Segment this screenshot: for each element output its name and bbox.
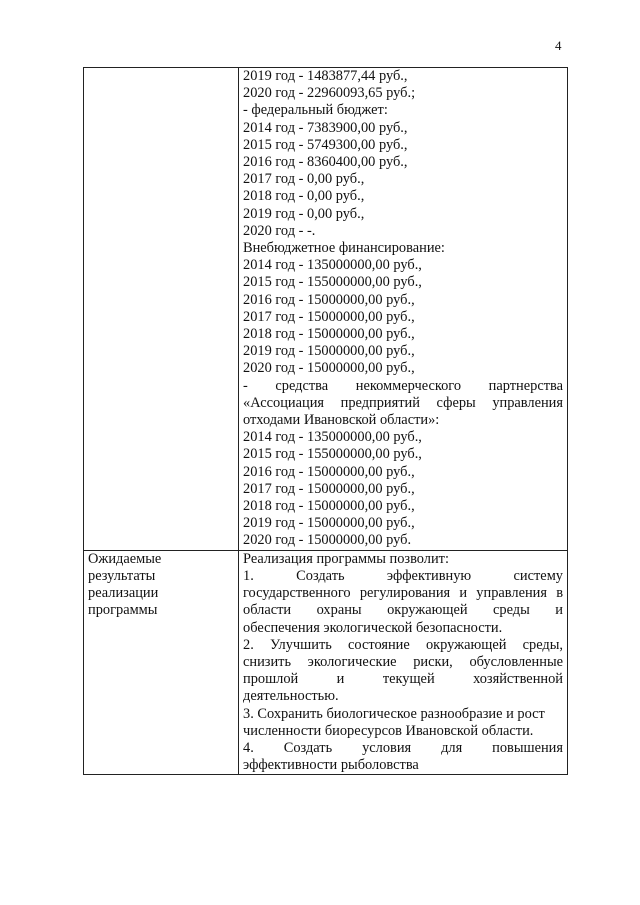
financing-heading: - федеральный бюджет: bbox=[243, 102, 388, 119]
table-row-expected-results bbox=[84, 550, 568, 775]
financing-line: 2016 год - 8360400,00 руб., bbox=[243, 154, 408, 171]
partnership-heading-line: отходами Ивановской области»: bbox=[243, 412, 440, 429]
program-passport-table bbox=[83, 67, 568, 775]
result-item-line: государственного регулирования и управления в bbox=[243, 585, 563, 602]
result-item-line: 3. Сохранить биологическое разнообразие и рост bbox=[243, 705, 545, 722]
financing-line: 2014 год - 7383900,00 руб., bbox=[243, 119, 408, 136]
results-intro: Реализация программы позволит: bbox=[243, 550, 449, 567]
financing-content bbox=[239, 68, 568, 551]
result-item-line: 2. Улучшить состояние окружающей среды, bbox=[243, 636, 563, 653]
row-label-expected-results bbox=[84, 550, 239, 775]
financing-line: 2020 год - -. bbox=[243, 222, 316, 239]
financing-line: 2019 год - 15000000,00 руб., bbox=[243, 343, 415, 360]
result-item-line: прошлой и текущей хозяйственной bbox=[243, 671, 563, 688]
partnership-heading-line: «Ассоциация предприятий сферы управления bbox=[243, 394, 563, 411]
financing-line: 2019 год - 0,00 руб., bbox=[243, 205, 365, 222]
result-item-line: эффективности рыболовства bbox=[243, 757, 419, 774]
result-item-line: 1. Создать эффективную систему bbox=[243, 567, 563, 584]
page-number: 4 bbox=[555, 38, 562, 53]
financing-line: 2017 год - 0,00 руб., bbox=[243, 171, 365, 188]
financing-line: 2017 год - 15000000,00 руб., bbox=[243, 308, 415, 325]
financing-line: 2015 год - 5749300,00 руб., bbox=[243, 136, 408, 153]
partnership-heading-line: - средства некоммерческого партнерства bbox=[243, 377, 563, 394]
financing-line: 2020 год - 15000000,00 руб., bbox=[243, 360, 415, 377]
financing-line: 2018 год - 15000000,00 руб., bbox=[243, 326, 415, 343]
row-label-line: Ожидаемые bbox=[88, 550, 162, 567]
result-item-line: деятельностью. bbox=[243, 688, 339, 705]
result-item-line: 4. Создать условия для повышения bbox=[243, 739, 563, 756]
financing-heading: Внебюджетное финансирование: bbox=[243, 240, 445, 257]
result-item-line: обеспечения экологической безопасности. bbox=[243, 619, 503, 636]
financing-line: 2016 год - 15000000,00 руб., bbox=[243, 291, 415, 308]
financing-line: 2016 год - 15000000,00 руб., bbox=[243, 463, 415, 480]
row-label-financing bbox=[84, 68, 239, 551]
result-item-line: численности биоресурсов Ивановской области. bbox=[243, 722, 534, 739]
result-item-line: снизить экологические риски, обусловленные bbox=[243, 653, 563, 670]
financing-line: 2014 год - 135000000,00 руб., bbox=[243, 429, 422, 446]
financing-line: 2019 год - 1483877,44 руб., bbox=[243, 68, 408, 84]
result-item-line: области охраны окружающей среды и bbox=[243, 602, 563, 619]
table-row-financing bbox=[84, 68, 568, 551]
financing-line: 2018 год - 0,00 руб., bbox=[243, 188, 365, 205]
row-label-line: программы bbox=[88, 602, 158, 619]
financing-line: 2020 год - 15000000,00 руб. bbox=[243, 532, 412, 549]
financing-line: 2014 год - 135000000,00 руб., bbox=[243, 257, 422, 274]
financing-line: 2017 год - 15000000,00 руб., bbox=[243, 480, 415, 497]
financing-line: 2015 год - 155000000,00 руб., bbox=[243, 274, 422, 291]
row-label-line: результаты bbox=[88, 567, 156, 584]
expected-results-content bbox=[239, 550, 568, 775]
financing-line: 2018 год - 15000000,00 руб., bbox=[243, 498, 415, 515]
financing-line: 2015 год - 155000000,00 руб., bbox=[243, 446, 422, 463]
financing-line: 2019 год - 15000000,00 руб., bbox=[243, 515, 415, 532]
row-label-line: реализации bbox=[88, 585, 159, 602]
financing-line: 2020 год - 22960093,65 руб.; bbox=[243, 85, 416, 102]
